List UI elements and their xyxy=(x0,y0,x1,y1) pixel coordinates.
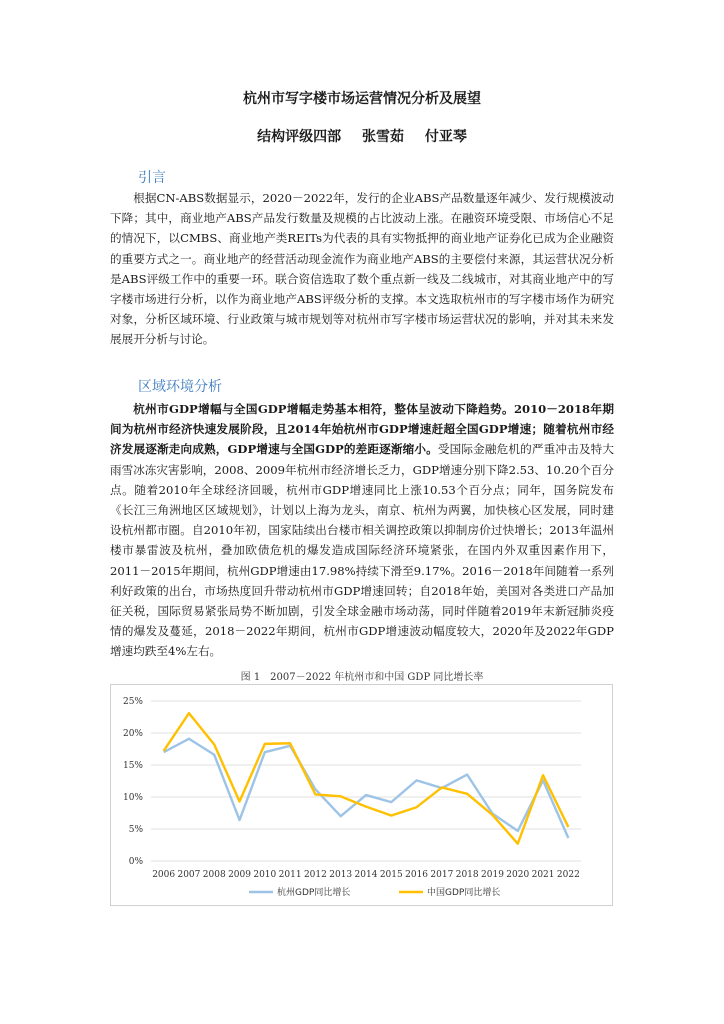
document-title: 杭州市写字楼市场运营情况分析及展望 xyxy=(243,91,481,107)
y-tick-label: 20% xyxy=(122,729,143,739)
x-tick-label: 2017 xyxy=(430,870,454,880)
author-line xyxy=(0,126,724,146)
x-tick-label: 2022 xyxy=(556,870,580,880)
section-heading-region: 区域环境分析 xyxy=(138,379,222,395)
x-tick-label: 2007 xyxy=(177,870,201,880)
y-tick-label: 5% xyxy=(128,825,143,835)
y-tick-label: 10% xyxy=(122,793,143,803)
intro-paragraph: 根据CN-ABS数据显示，2020－2022年，发行的企业ABS产品数量逐年减少、发行规模波动下降；其中，商业地产ABS产品发行数量及规模的占比波动上涨。在融资环境受限、市场信心不足的情况下，以CMBS、商业地产类REITs为代表的具有实物抵押的商业地产证券化已成为企业融资的重要方式之一。商业地产的经营活动现金流作为商业地产ABS的主要偿付来源，其运营状况分析是ABS评级工作中的重要一环。联合资信选取了数个重点新一线及二线城市，对其商业地产中的写字楼市场进行分析，以作为商业地产ABS评级分析的支撑。本文选取杭州市的写字楼市场作为研究对象，分析区域环境、行业政策与城市规划等对杭州市写字楼市场运营状况的影响，并对其未来发展展开分析与讨论。 xyxy=(110,191,614,347)
region-paragraph xyxy=(110,399,614,662)
x-tick-label: 2008 xyxy=(202,870,226,880)
x-tick-label: 2020 xyxy=(506,870,530,880)
y-tick-label: 0% xyxy=(128,857,143,867)
x-tick-label: 2018 xyxy=(455,870,479,880)
section-heading-intro: 引言 xyxy=(138,170,166,186)
author-name: 张雪茹 xyxy=(362,129,404,145)
legend-label: 中国GDP同比增长 xyxy=(427,888,501,898)
legend-label: 杭州GDP同比增长 xyxy=(277,888,351,898)
region-body-text: 受国际金融危机的严重冲击及特大雨雪冰冻灾害影响，2008、2009年杭州市经济增长乏力，GDP增速分别下降2.53、10.20个百分点。随着2010年全球经济回暖，杭州市GDP增速同比上涨10.53个百分点；同年，国务院发布《长江三角洲地区区域规划》，计划以上海为龙头，南京、杭州为两翼，加快核心区发展，同时建设杭州都市圈。自2010年初，国家陆续出台楼市相关调控政策以抑制房价过快增长；2013年温州楼市暴雷波及杭州，叠加欧债危机的爆发造成国际经济环境紧张，在国内外双重因素作用下，2011－2015年期间，杭州GDP增速由17.98%持续下滑至9.17%。2016－2018年间随着一系列利好政策的出台，市场热度回升带动杭州市GDP增速回转；自2018年始，美国对各类进口产品加征关税，国际贸易紧张局势不断加剧，引发全球金融市场动荡，同时伴随着2019年末新冠肺炎疫情的爆发及蔓延，2018－2022年期间，杭州市GDP增速波动幅度较大，2020年及2022年GDP增速均跌至4%左右。 xyxy=(110,442,614,659)
x-tick-label: 2021 xyxy=(531,870,555,880)
x-tick-label: 2016 xyxy=(405,870,429,880)
figure-caption: 图 1 2007－2022 年杭州市和中国 GDP 同比增长率 xyxy=(240,672,484,683)
x-tick-label: 2009 xyxy=(228,870,251,880)
y-tick-label: 25% xyxy=(122,697,143,707)
x-tick-label: 2011 xyxy=(278,870,302,880)
x-tick-label: 2013 xyxy=(329,870,353,880)
x-tick-label: 2010 xyxy=(253,870,277,880)
author-name: 付亚琴 xyxy=(424,129,467,145)
region-bold-lead: 杭州市GDP增幅与全国GDP增幅走势基本相符，整体呈波动下降趋势。2010－2018年期间为杭州市经济快速发展阶段，且2014年始杭州市GDP增速赶超全国GDP增速；随着杭州市经济发展逐渐走向成熟，GDP增速与全国GDP的差距逐渐缩小。 xyxy=(110,402,614,457)
x-tick-label: 2019 xyxy=(481,870,504,880)
y-tick-label: 15% xyxy=(122,761,143,771)
x-tick-label: 2012 xyxy=(303,870,327,880)
chart-canvas xyxy=(111,685,614,907)
x-tick-label: 2015 xyxy=(379,870,403,880)
department: 结构评级四部 xyxy=(257,129,342,145)
gdp-growth-chart xyxy=(110,684,613,906)
x-tick-label: 2006 xyxy=(152,870,176,880)
x-tick-label: 2014 xyxy=(354,870,378,880)
series-line-hangzhou xyxy=(164,739,569,838)
